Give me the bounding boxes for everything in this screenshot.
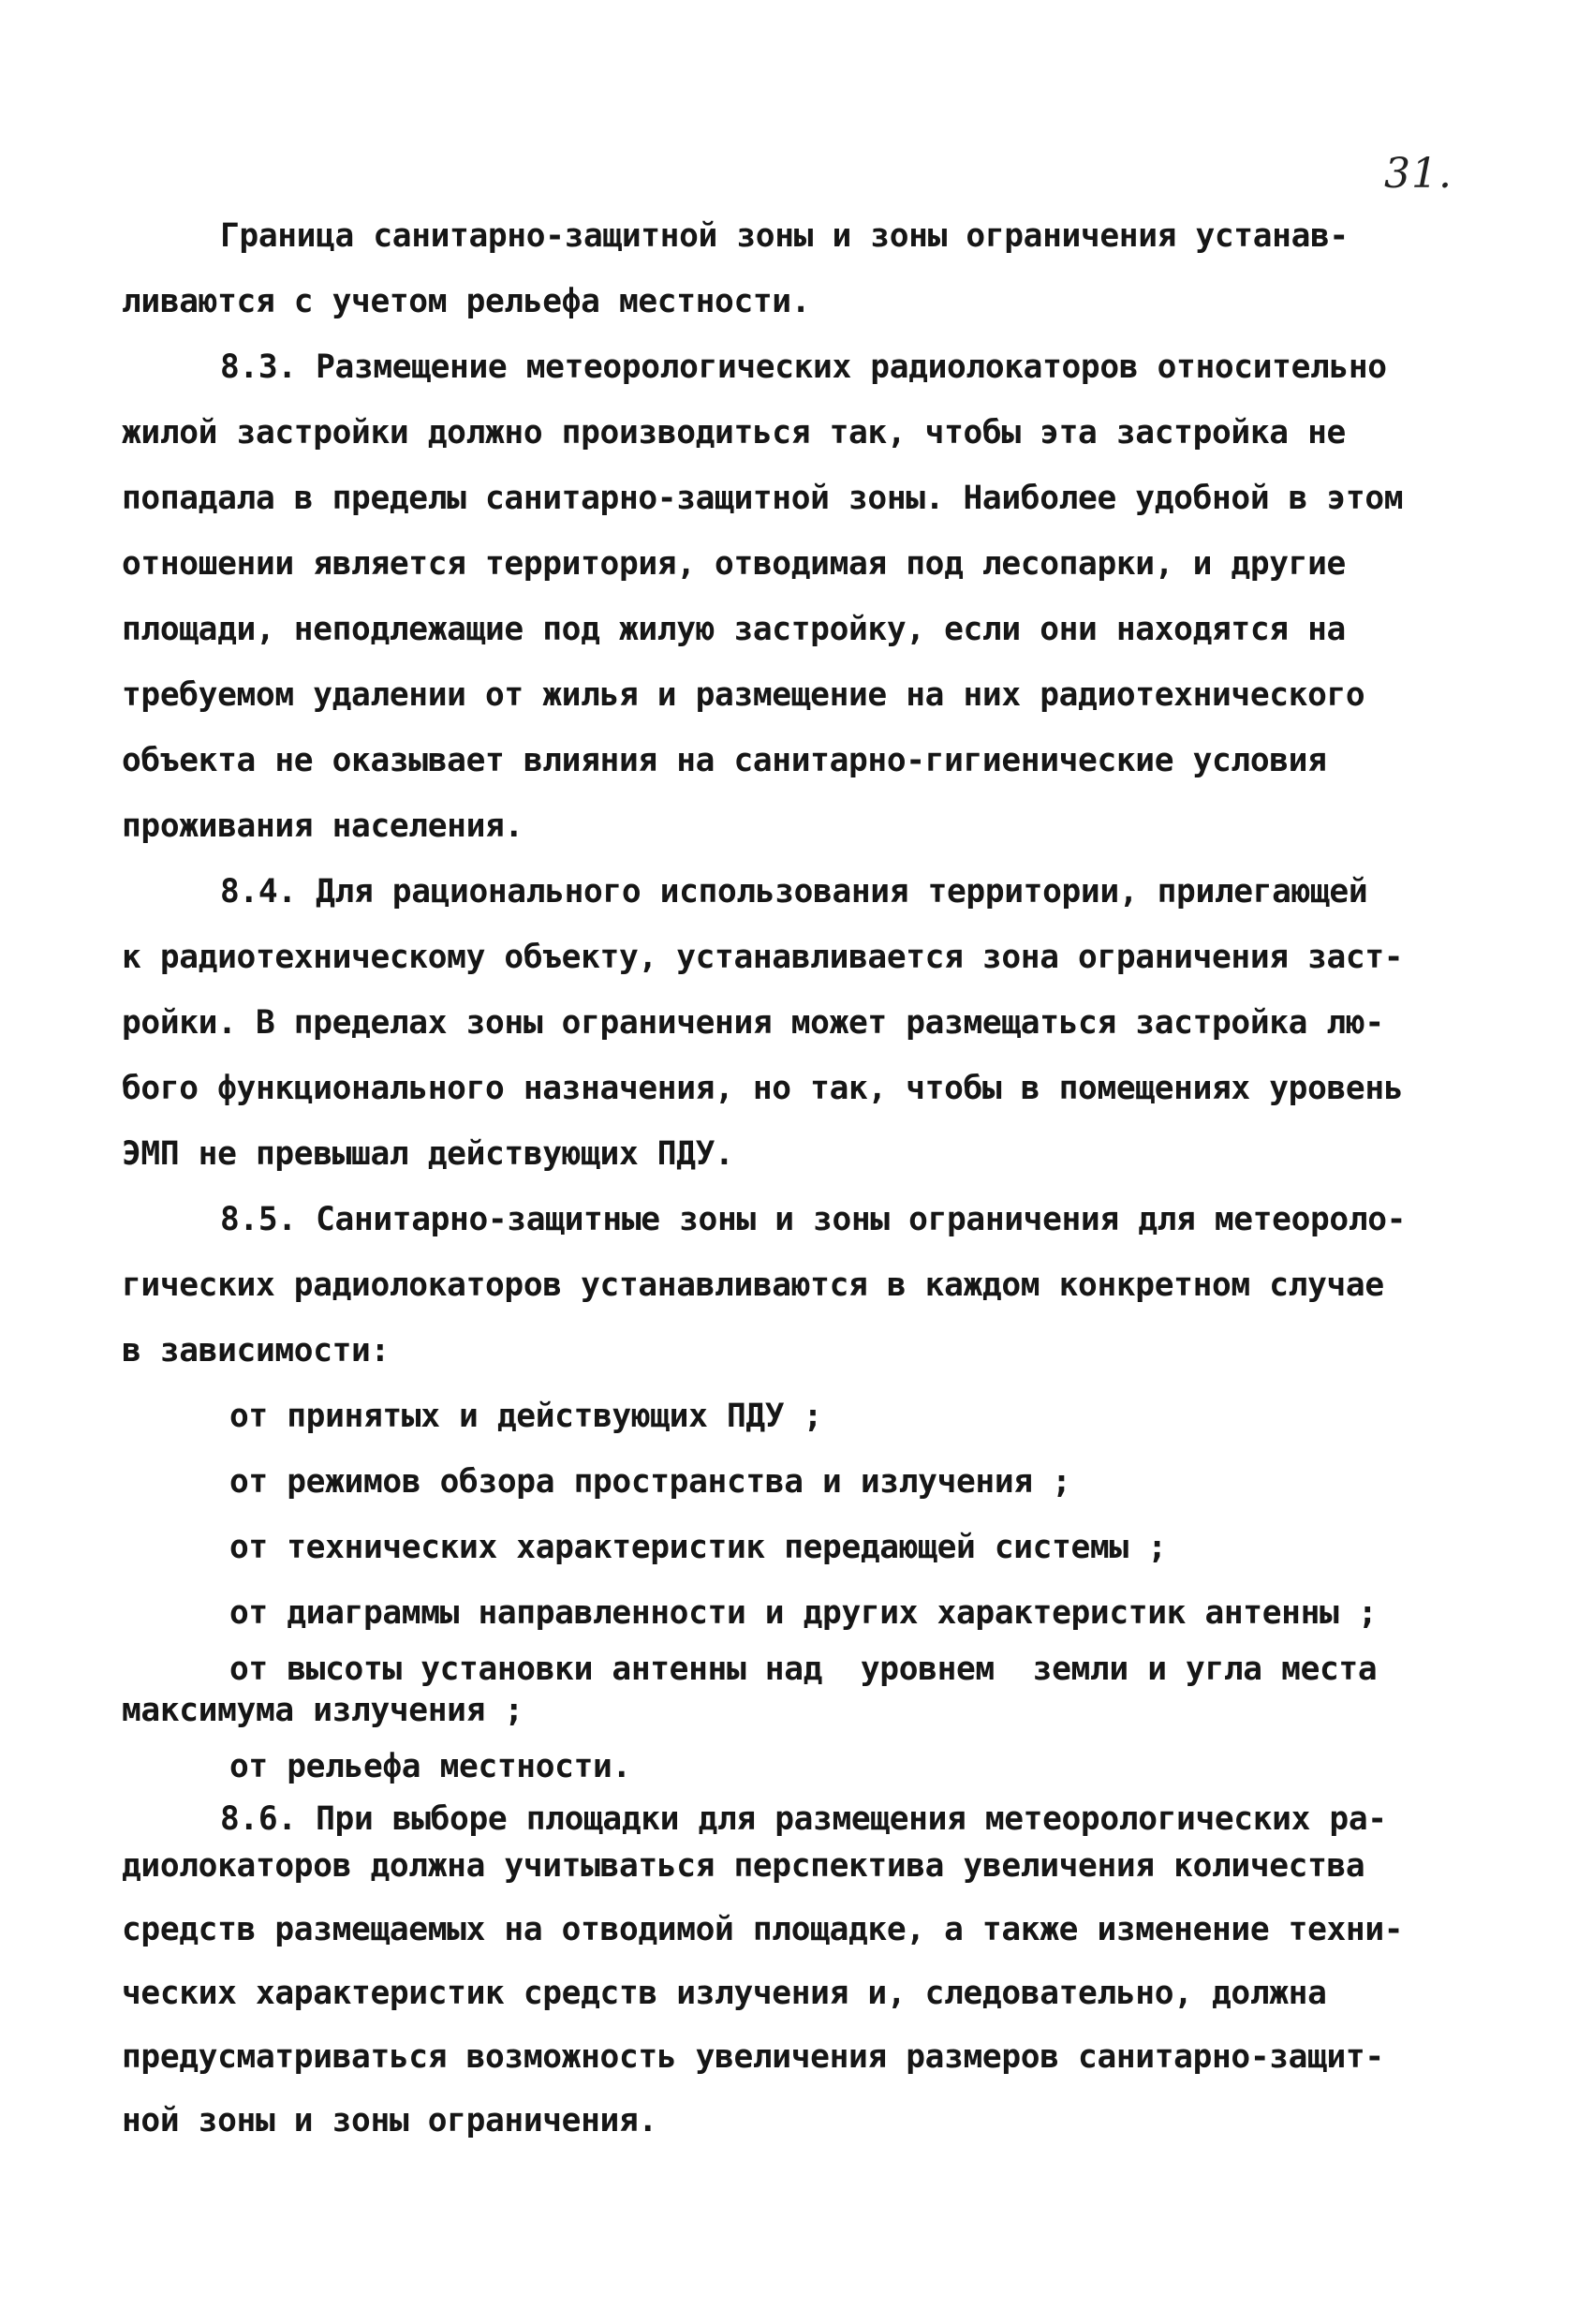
text-line: объекта не оказывает влияния на санитарно-гигиенические условия — [122, 742, 1327, 779]
text-line: отношении является территория, отводимая под лесопарки, и другие — [122, 545, 1346, 583]
text-line: проживания населения. — [122, 807, 524, 845]
text-line: бого функционального назначения, но так, чтобы в помещениях уровень — [122, 1070, 1404, 1107]
list-item: от диаграммы направленности и других характеристик антенны ; — [229, 1594, 1378, 1632]
text-line: средств размещаемых на отводимой площадке, а также изменение техни- — [122, 1911, 1404, 1948]
list-item: от принятых и действующих ПДУ ; — [229, 1398, 823, 1435]
text-line: 8.6. При выборе площадки для размещения метеорологических ра- — [220, 1800, 1387, 1838]
text-line: ройки. В пределах зоны ограничения может размещаться застройка лю- — [122, 1004, 1384, 1042]
list-item: от рельефа местности. — [229, 1748, 631, 1785]
text-line: ческих характеристик средств излучения и, следовательно, должна — [122, 1975, 1327, 2012]
text-line: к радиотехническому объекту, устанавливается зона ограничения заст- — [122, 939, 1404, 976]
text-line: ливаются с учетом рельефа местности. — [122, 283, 811, 320]
text-line: гических радиолокаторов устанавливаются в каждом конкретном случае — [122, 1266, 1384, 1304]
text-line: площади, неподлежащие под жилую застройку, если они находятся на — [122, 611, 1346, 648]
text-line: диолокаторов должна учитываться перспектива увеличения количества — [122, 1847, 1365, 1885]
text-line: 8.3. Размещение метеорологических радиолокаторов относительно — [220, 348, 1387, 386]
page-number: 31. — [1384, 150, 1453, 198]
text-line: максимума излучения ; — [122, 1692, 524, 1729]
text-line: попадала в пределы санитарно-защитной зоны. Наиболее удобной в этом — [122, 480, 1404, 517]
text-line: в зависимости: — [122, 1332, 390, 1369]
text-line: 8.5. Санитарно-защитные зоны и зоны ограничения для метеороло- — [220, 1201, 1407, 1238]
text-line: ЭМП не превышал действующих ПДУ. — [122, 1135, 734, 1173]
text-line: ной зоны и зоны ограничения. — [122, 2102, 657, 2139]
list-item: от высоты установки антенны над уровнем земли и угла места — [229, 1650, 1378, 1688]
text-line: требуемом удалении от жилья и размещение на них радиотехнического — [122, 676, 1365, 714]
text-line: Граница санитарно-защитной зоны и зоны ограничения устанав- — [220, 217, 1349, 255]
text-line: жилой застройки должно производиться так, чтобы эта застройка не — [122, 414, 1346, 451]
text-line: 8.4. Для рационального использования территории, прилегающей — [220, 873, 1368, 910]
list-item: от технических характеристик передающей системы ; — [229, 1529, 1167, 1566]
text-line: предусматриваться возможность увеличения размеров санитарно-защит- — [122, 2038, 1384, 2076]
list-item: от режимов обзора пространства и излучения ; — [229, 1463, 1071, 1501]
